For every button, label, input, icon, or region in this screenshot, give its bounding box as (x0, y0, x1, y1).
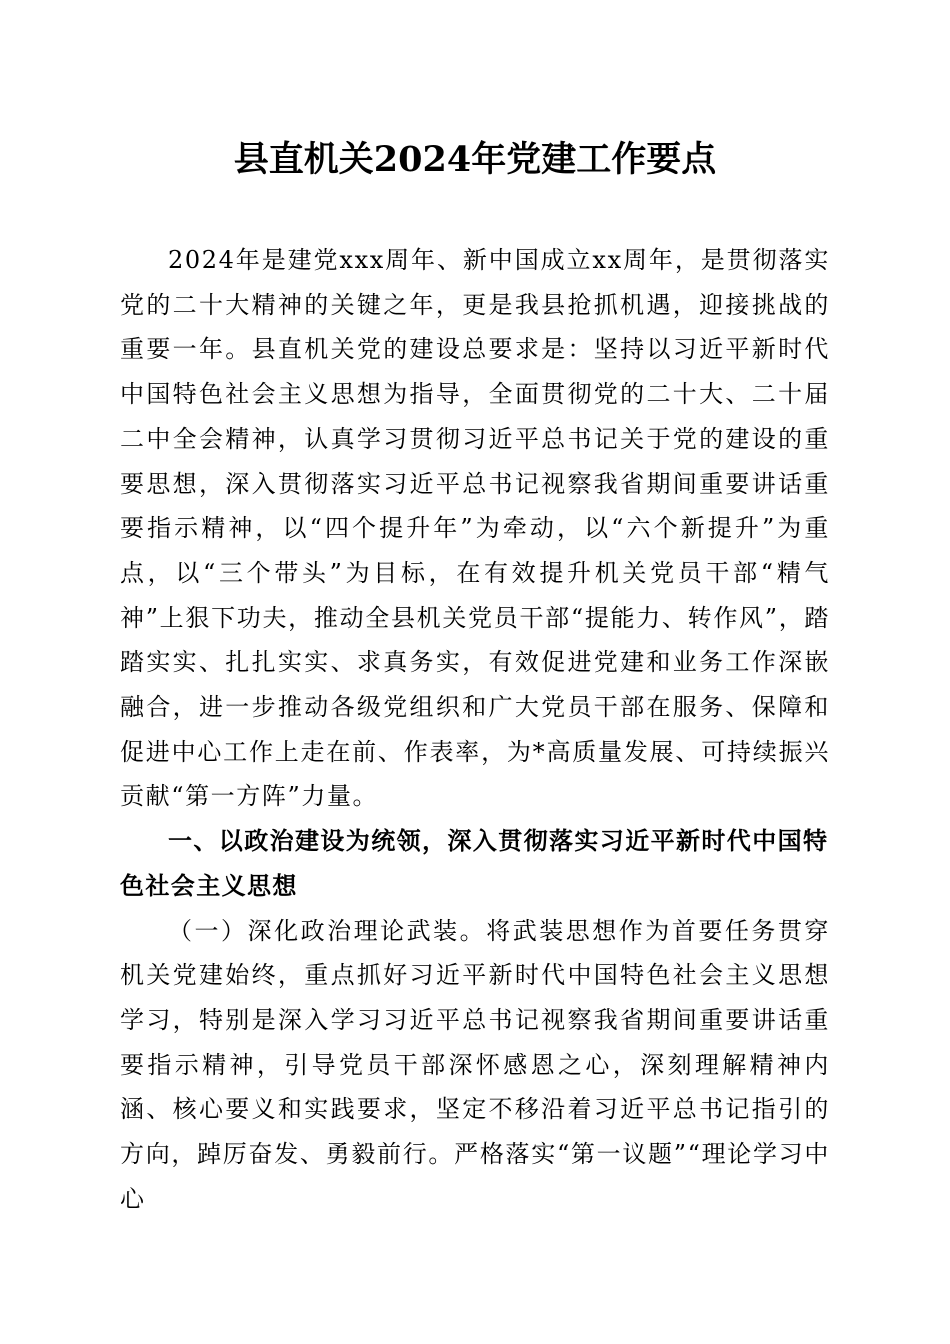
document-title: 县直机关2024年党建工作要点 (233, 139, 717, 180)
subsection-1-lead: （一）深化政治理论武装。 (168, 916, 487, 945)
intro-paragraph: 2024年是建党xxx周年、新中国成立xx周年，是贯彻落实党的二十大精神的关键之年，更是我县抢抓机遇，迎接挑战的重要一年。县直机关党的建设总要求是：坚持以习近平新时代中国特色社会主义思想为指导，全面贯彻党的二十大、二十届二中全会精神，认真学习贯彻习近平总书记关于党的建设的重要思想，深入贯彻落实习近平总书记视察我省期间重要讲话重要指示精神，以“四个提升年”为牵动，以“六个新提升”为重点，以“三个带头”为目标，在有效提升机关党员干部“精气神”上狠下功夫，推动全县机关党员干部“提能力、转作风”，踏踏实实、扎扎实实、求真务实，有效促进党建和业务工作深嵌融合，进一步推动各级党组织和广大党员干部在服务、保障和促进中心工作上走在前、作表率，为*高质量发展、可持续振兴贡献“第一方阵”力量。 (120, 246, 830, 811)
section-1-heading: 一、以政治建设为统领，深入贯彻落实习近平新时代中国特色社会主义思想 (120, 827, 829, 900)
document-page (120, 130, 830, 1221)
subsection-1-body: 将武装思想作为首要任务贯穿机关党建始终，重点抓好习近平新时代中国特色社会主义思想学习，特别是深入学习习近平总书记视察我省期间重要讲话重要指示精神，引导党员干部深怀感恩之心，深刻理解精神内涵、核心要义和实践要求，坚定不移沿着习近平总书记指引的方向，踔厉奋发、勇毅前行。严格落实“第一议题”“理论学习中心 (120, 916, 830, 1213)
subsection-1-paragraph (120, 909, 830, 1222)
